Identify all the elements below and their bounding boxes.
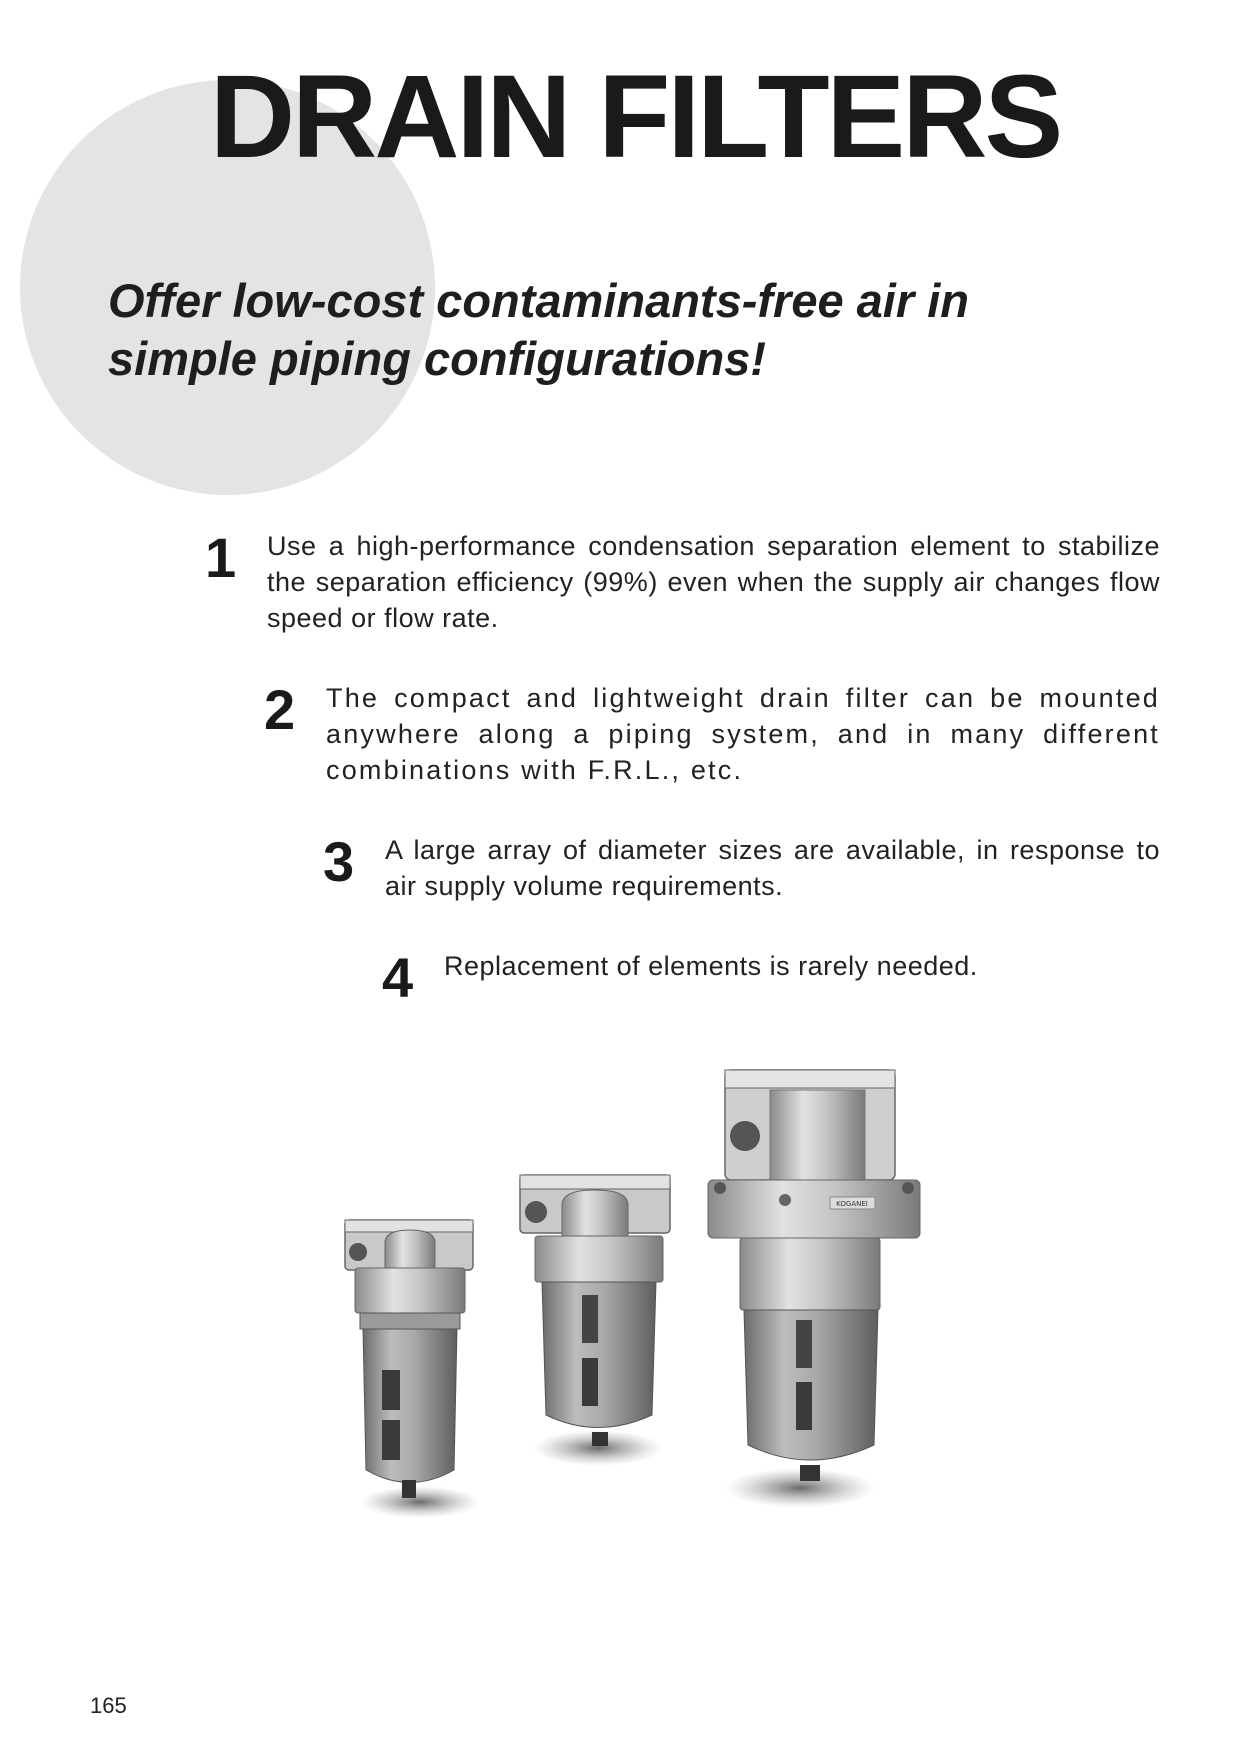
feature-item-2 — [264, 680, 1160, 788]
feature-number: 3 — [323, 830, 355, 893]
feature-number: 1 — [205, 526, 237, 589]
brand-label: KOGANEI — [836, 1200, 868, 1208]
feature-text: The compact and lightweight drain filter can be mounted anywhere along a piping system, and in many different combinations with F.R.L., etc. — [326, 683, 1160, 785]
filter-small — [345, 1220, 480, 1518]
page-number: 165 — [90, 1693, 127, 1718]
page-subtitle — [108, 272, 969, 388]
product-photo — [330, 1040, 950, 1530]
feature-text: Replacement of elements is rarely needed. — [444, 951, 978, 981]
feature-text: A large array of diameter sizes are available, in response to air supply volume requirements. — [385, 835, 1160, 901]
feature-number: 2 — [264, 678, 296, 741]
subtitle-line-2: simple piping configurations! — [108, 332, 766, 385]
feature-text: Use a high-performance condensation separation element to stabilize the separation efficiency (99%) even when the supply air changes flow speed or flow rate. — [267, 531, 1160, 633]
subtitle-line-1: Offer low-cost contaminants-free air in — [108, 274, 969, 327]
feature-item-4 — [382, 946, 1160, 1009]
feature-number: 4 — [382, 946, 414, 1009]
feature-item-1 — [205, 528, 1160, 636]
feature-item-3 — [323, 832, 1160, 904]
filter-medium — [520, 1175, 670, 1466]
filter-large — [708, 1070, 920, 1508]
page-title: DRAIN FILTERS — [209, 51, 1061, 183]
